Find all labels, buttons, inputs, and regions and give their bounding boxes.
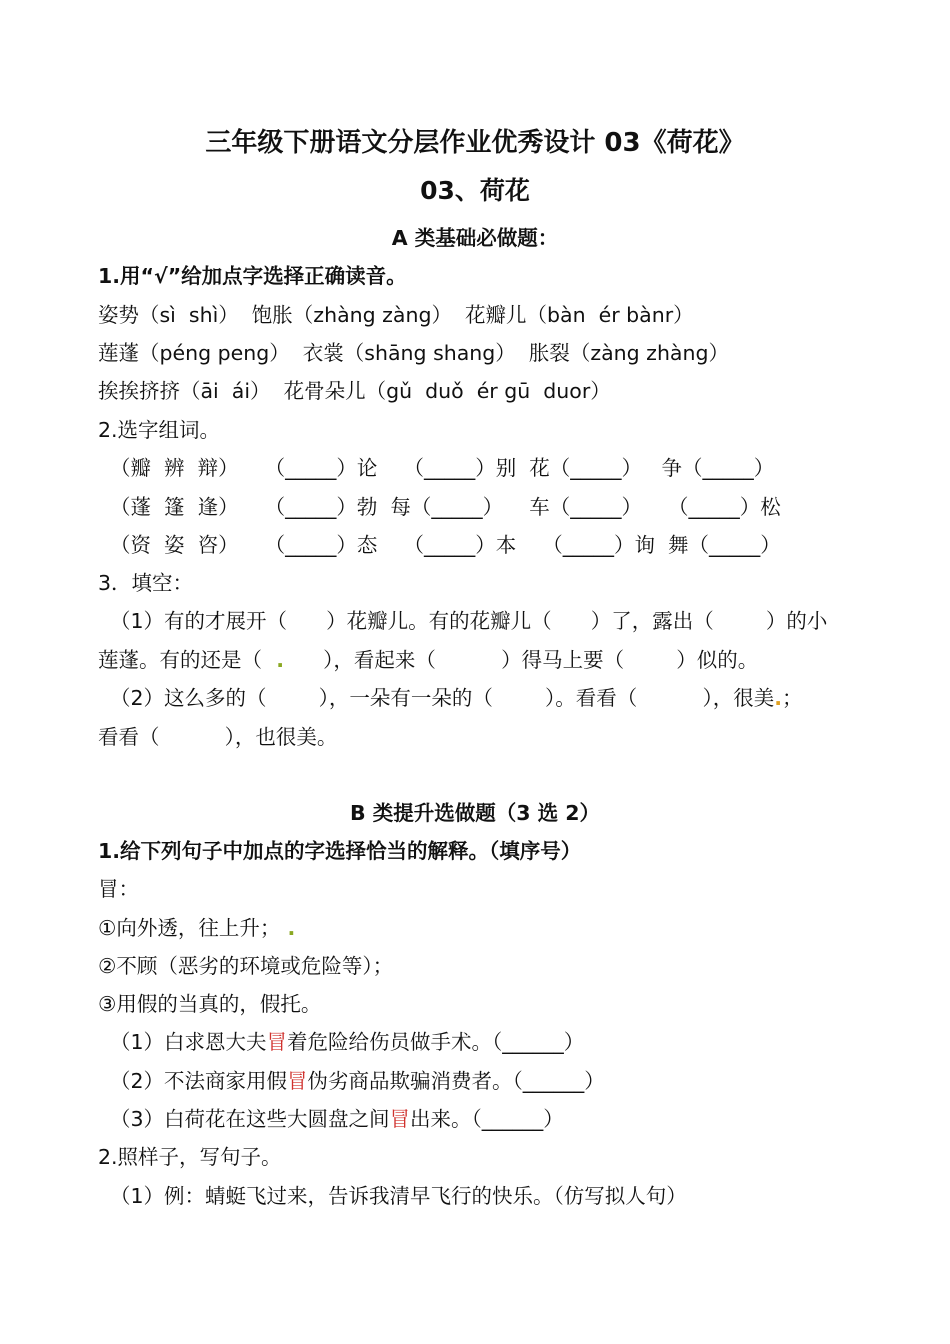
highlighted-char: 冒 xyxy=(287,1069,308,1093)
green-dot-mark: . xyxy=(262,648,285,672)
a-q1-line-3: 挨挨挤挤（āi ái） 花骨朵儿（gǔ duǒ ér gū duor） xyxy=(98,379,611,403)
a-q3-line-2 xyxy=(98,645,758,675)
a-q3-line-2-end: ），看起来（ ）得马上要（ ）似的。 xyxy=(284,648,759,672)
highlighted-char: 冒 xyxy=(266,1030,288,1054)
lesson-subtitle: 03、荷花 xyxy=(420,176,530,205)
a-q1-title: 1.用“√”给加点字选择正确读音。 xyxy=(98,264,407,288)
b-q2-example: （1）例：蜻蜓飞过来，告诉我清早飞行的快乐。（仿写拟人句） xyxy=(110,1184,687,1208)
a-q3-line-3-text: （2）这么多的（ ），一朵有一朵的（ ）。看看（ ），很美 xyxy=(110,686,775,710)
sentence-2-end: 伪劣商品欺骗消费者。（______） xyxy=(307,1069,605,1093)
sentence-1-end: 着危险给伤员做手术。（______） xyxy=(287,1030,585,1054)
a-q2-line-3: （资 姿 咨） （_____）态 （_____）本 （_____）询 舞（_____） xyxy=(110,533,781,557)
b-q2-title: 2.照样子，写句子。 xyxy=(98,1145,282,1169)
meaning-1-text: ①向外透，往上升； xyxy=(98,916,281,940)
sentence-3-end: 出来。（______） xyxy=(410,1107,564,1131)
b-q1-meaning-3: ③用假的当真的，假托。 xyxy=(98,992,322,1016)
a-q2-title: 2.选字组词。 xyxy=(98,418,221,442)
a-q3-line-3-punct: ； xyxy=(782,686,803,710)
a-q1-line-2: 莲蓬（péng peng） 衣裳（shāng shang） 胀裂（zàng zhàng） xyxy=(98,341,730,365)
b-q1-meaning-1 xyxy=(98,913,295,943)
a-q2-line-1: （瓣 辨 辩） （_____）论 （_____）别 花（_____） 争（_____） xyxy=(110,456,775,480)
b-q1-sentence-2 xyxy=(110,1066,605,1096)
section-a-heading: A 类基础必做题： xyxy=(391,226,559,250)
section-b-heading: B 类提升选做题（3 选 2） xyxy=(349,801,601,825)
sentence-2-start: （2）不法商家用假 xyxy=(110,1069,288,1093)
sentence-3-start: （3）白荷花在这些大圆盘之间 xyxy=(110,1107,390,1131)
b-q1-title: 1.给下列句子中加点的字选择恰当的解释。（填序号） xyxy=(98,839,582,863)
a-q3-line-2-start: 莲蓬。有的还是（ xyxy=(98,648,262,672)
b-q1-meaning-2: ②不顾（恶劣的环境或危险等）； xyxy=(98,954,394,978)
page-title: 三年级下册语文分层作业优秀设计 03《荷花》 xyxy=(205,128,745,158)
a-q3-line-4: 看看（ ），也很美。 xyxy=(98,725,338,749)
highlighted-char: 冒 xyxy=(389,1107,411,1131)
a-q3-line-1: （1）有的才展开（ ）花瓣儿。有的花瓣儿（ ）了，露出（ ）的小 xyxy=(110,609,828,633)
green-dot-mark: . xyxy=(280,916,296,940)
a-q3-line-3 xyxy=(110,683,803,713)
orange-dot-mark: . xyxy=(774,686,783,710)
b-q1-sentence-1 xyxy=(110,1027,584,1057)
sentence-1-start: （1）白求恩大夫 xyxy=(110,1030,267,1054)
a-q2-line-2: （蓬 篷 逢） （_____）勃 每（_____） 车（_____） （_____）松 xyxy=(110,495,781,519)
a-q1-line-1: 姿势（sì shì） 饱胀（zhàng zàng） 花瓣儿（bàn ér bànr） xyxy=(98,303,694,327)
b-q1-char-label: 冒： xyxy=(98,877,139,901)
b-q1-sentence-3 xyxy=(110,1104,564,1134)
a-q3-title: 3．填空： xyxy=(98,571,194,595)
